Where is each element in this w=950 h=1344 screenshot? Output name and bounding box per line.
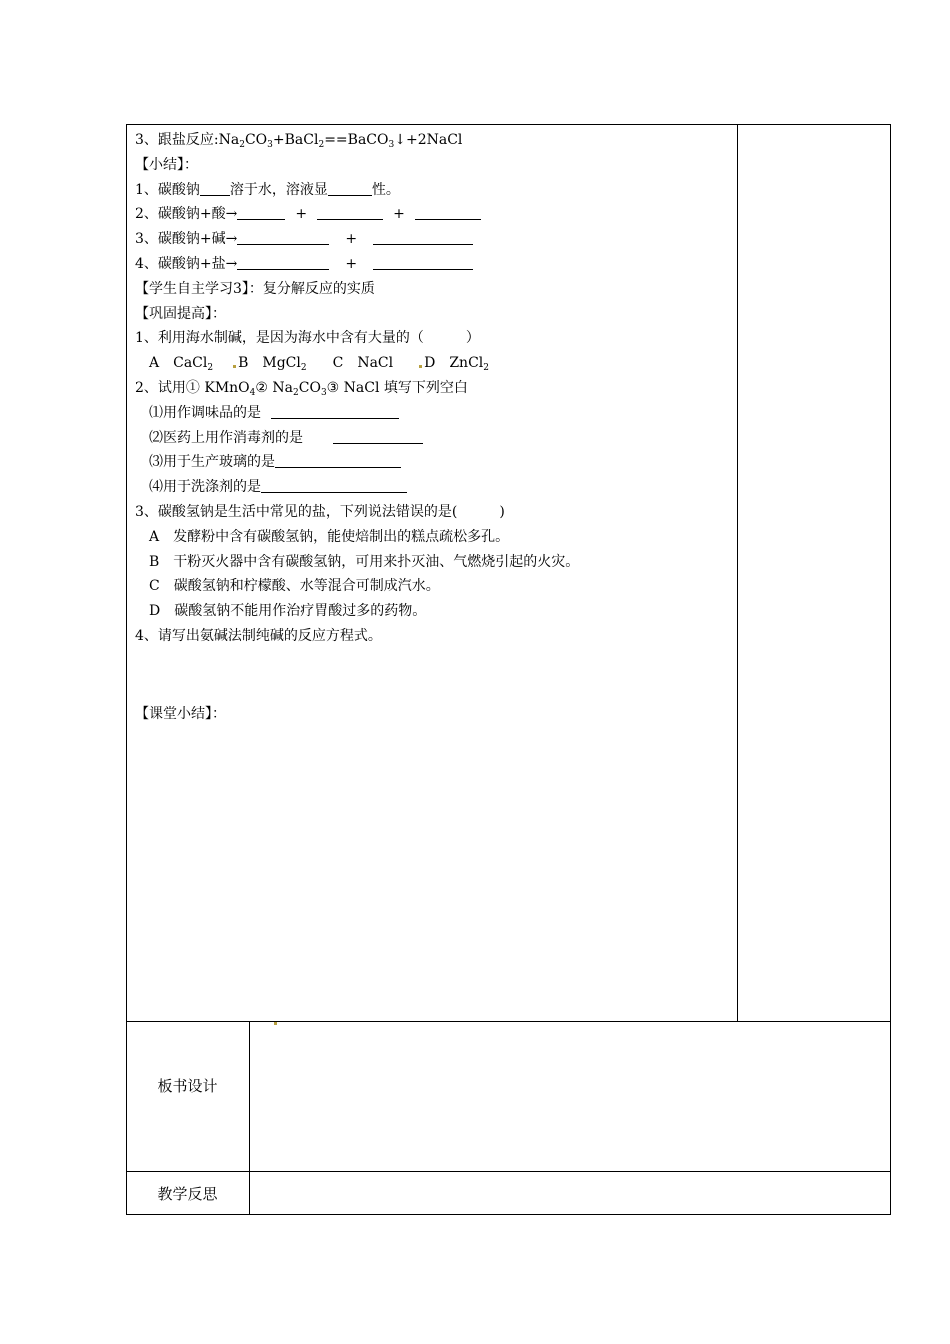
answer-blank[interactable] (200, 179, 230, 196)
question-1: 1、利用海水制碱，是因为海水中含有大量的（ ） (135, 330, 480, 347)
answer-blank[interactable] (237, 253, 329, 270)
stray-mark (274, 1022, 277, 1025)
summary-item-1: 1、碳酸钠 溶于水，溶液显 性。 (135, 178, 735, 203)
answer-blank[interactable] (275, 451, 401, 468)
answer-blank[interactable] (237, 228, 329, 245)
question-2-4: ⑷用于洗涤剂的是 (135, 475, 735, 500)
self-study-heading: 【学生自主学习3】：复分解反应的实质 (135, 280, 375, 297)
answer-blank[interactable] (373, 228, 473, 245)
main-content (135, 128, 735, 727)
answer-blank[interactable] (333, 427, 423, 444)
answer-blank[interactable] (317, 203, 383, 220)
question-2: 2、试用① KMnO$_4$② $Na_2CO_3③$ NaCl 填写下列空白 (135, 379, 468, 398)
question-3-option-d: D 碳酸氢钠不能用作治疗胃酸过多的药物。 (149, 603, 427, 620)
salt-reaction-line: 3、跟盐反应$:Na_2CO_3+BaCl_2==BaCO_3↓+2NaCl$ (135, 132, 463, 150)
label-column-divider (249, 1021, 250, 1215)
answer-blank[interactable] (415, 203, 481, 220)
answer-blank[interactable] (328, 179, 372, 196)
question-3-option-b: B 干粉灭火器中含有碳酸氢钠，可用来扑灭油、气燃烧引起的火灾。 (149, 553, 580, 570)
question-3: 3、碳酸氢钠是生活中常见的盐，下列说法错误的是( ) (135, 503, 505, 520)
board-design-label: 板书设计 (157, 1077, 218, 1095)
question-2-3: ⑶用于生产玻璃的是 (135, 450, 735, 475)
answer-blank[interactable] (237, 203, 285, 220)
summary-item-4: 4、碳酸钠+盐→ + (135, 252, 735, 277)
summary-heading: 【小结】： (135, 156, 198, 173)
answer-blank[interactable] (271, 402, 399, 419)
answer-blank[interactable] (261, 476, 407, 493)
question-3-option-a: A 发酵粉中含有碳酸氢钠，能使焙制出的糕点疏松多孔。 (149, 528, 510, 545)
question-1-options: A CaCl$_2$ B MgCl$_2$ C NaCl D ZnCl$_2$ (149, 355, 490, 374)
question-3-option-c: C 碳酸氢钠和柠檬酸、水等混合可制成汽水。 (149, 578, 440, 595)
class-summary-heading: 【课堂小结】： (135, 706, 226, 723)
consolidation-heading: 【巩固提高】： (135, 305, 226, 322)
answer-blank[interactable] (373, 253, 473, 270)
board-row-divider (126, 1021, 891, 1022)
summary-item-2: 2、碳酸钠+酸→ + + (135, 202, 735, 227)
right-column-divider (737, 124, 738, 1022)
reflect-row-divider (126, 1171, 891, 1172)
question-2-1: ⑴用作调味品的是 (135, 401, 735, 426)
summary-item-3: 3、碳酸钠+碱→ + (135, 227, 735, 252)
teaching-reflection-label: 教学反思 (157, 1185, 218, 1203)
question-2-2: ⑵医药上用作消毒剂的是 (135, 426, 735, 451)
question-4: 4、请写出氨碱法制纯碱的反应方程式。 (135, 627, 382, 644)
